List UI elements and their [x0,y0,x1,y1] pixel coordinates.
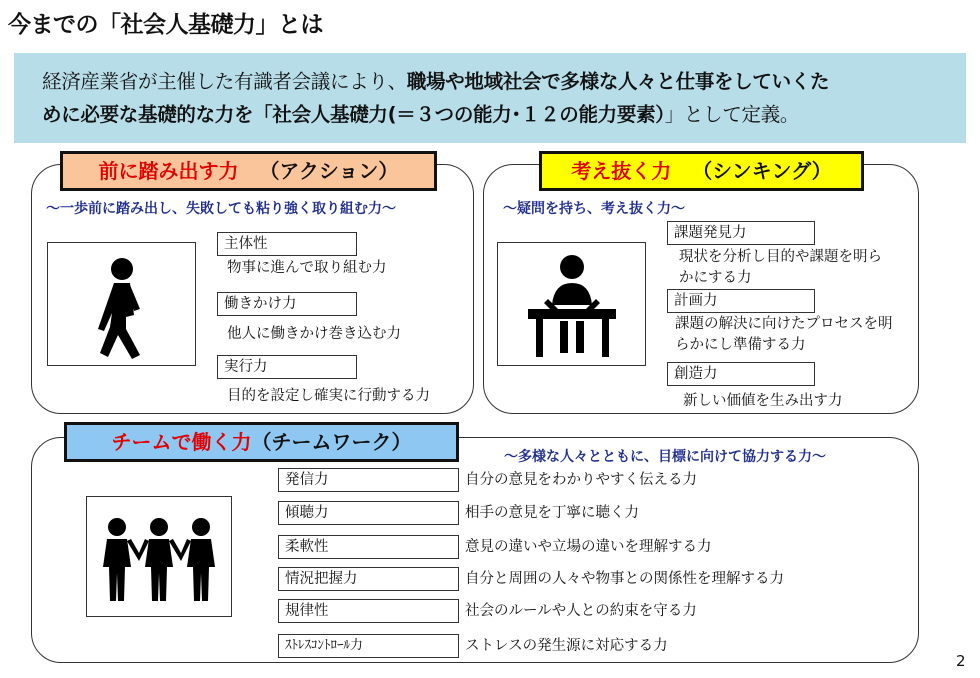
team-item-desc-3: 意見の違いや立場の違いを理解する力 [465,539,712,555]
thinking-item-desc-1 [679,247,882,289]
action-heading [60,151,437,191]
page-title: 今までの「社会人基礎力」とは [8,12,323,38]
action-item-label-3: 実行力 [217,355,357,379]
thinking-item-desc-1b: かにする力 [679,270,752,286]
banner-text-2: 」として定義。 [664,103,800,126]
banner-bold-1: 職場や地域社会で多様な人々と仕事をしていくた [406,70,830,93]
thinking-heading-main: 考え抜く力 [571,159,672,183]
team-item-label-6: ｽﾄﾚｽｺﾝﾄﾛｰﾙ力 [278,634,459,658]
thinking-person-icon [497,242,646,366]
action-item-label-1: 主体性 [217,232,357,256]
action-item-desc-1: 物事に進んで取り組む力 [227,260,387,276]
team-item-desc-2: 相手の意見を丁寧に聴く力 [465,505,639,521]
walking-person-icon [47,242,196,366]
thinking-item-label-2: 計画力 [667,289,815,313]
team-heading-sub: （チームワーク） [251,430,412,454]
action-heading-main: 前に踏み出す力 [98,159,239,183]
team-item-desc-4: 自分と周囲の人々や物事との関係性を理解する力 [465,571,784,587]
team-item-label-2: 傾聴力 [278,501,459,525]
action-item-desc-2: 他人に働きかけ巻き込む力 [227,326,401,342]
team-item-label-4: 情況把握力 [278,567,459,591]
thinking-item-desc-1a: 現状を分析し目的や課題を明ら [679,249,882,265]
action-heading-sub: （アクション） [259,159,399,183]
action-subtitle: ～一歩前に踏み出し、失敗しても粘り強く取り組む力～ [46,201,396,217]
team-item-desc-1: 自分の意見をわかりやすく伝える力 [465,472,697,488]
action-item-desc-3: 目的を設定し確実に行動する力 [227,388,430,404]
team-heading [64,422,459,462]
action-item-label-2: 働きかけ力 [217,292,357,316]
thinking-item-desc-2b: らかにし準備する力 [675,337,806,353]
thinking-item-label-3: 創造力 [667,362,815,386]
thinking-heading [539,151,864,191]
definition-banner [14,53,966,143]
banner-bold-2: めに必要な基礎的な力を「社会人基礎力(＝３つの能力･１２の能力要素） [42,103,665,126]
team-heading-main: チームで働く力 [111,430,252,454]
team-item-desc-5: 社会のルールや人との約束を守る力 [465,603,697,619]
team-item-label-3: 柔軟性 [278,535,459,559]
thinking-item-desc-3: 新しい価値を生み出す力 [683,393,843,409]
team-people-icon [86,496,232,617]
team-item-label-5: 規律性 [278,599,459,623]
banner-text-1: 経済産業省が主催した有識者会議により、 [42,70,407,93]
thinking-item-label-1: 課題発見力 [667,221,815,245]
thinking-item-desc-2 [675,314,893,356]
team-subtitle: ～多様な人々とともに、目標に向けて協力する力～ [504,449,826,465]
team-item-desc-6: ストレスの発生源に対応する力 [465,638,668,654]
thinking-heading-sub: （シンキング） [692,159,832,183]
team-item-label-1: 発信力 [278,468,459,492]
thinking-item-desc-2a: 課題の解決に向けたプロセスを明 [675,316,893,332]
page-number: 2 [956,652,966,670]
thinking-subtitle: ～疑問を持ち、考え抜く力～ [503,201,685,217]
